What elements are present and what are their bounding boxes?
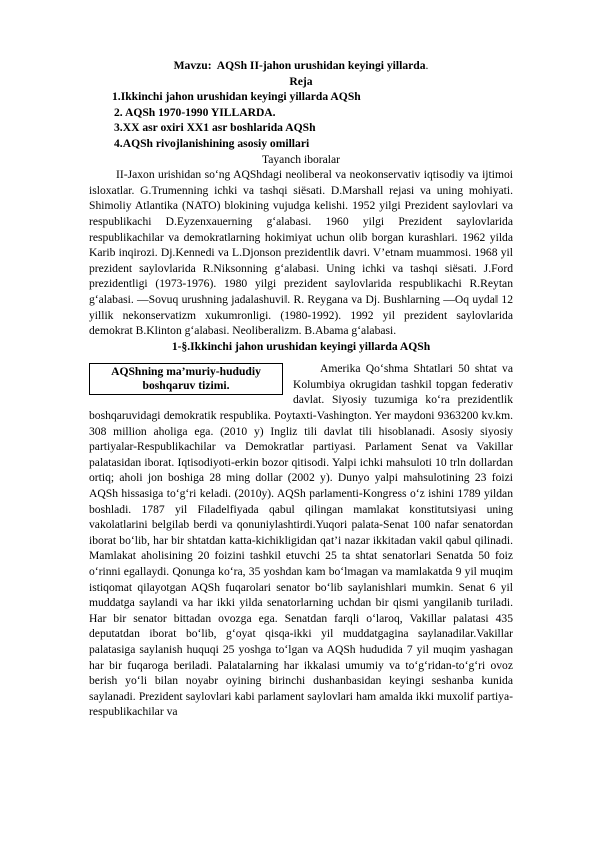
- keywords-paragraph: II-Jaxon urishidan so‘ng AQShdagi neoliberal va neokonservativ iqtisodiy va ijtimoi isloxatlar. G.Trumenning ichki va tashqi siёsati. D.Marshall rejasi va uning mohiyati. Shimoliy Atlantika (NATO) blokining vujudga kelishi. 1952 yilgi Prezident saylovlari va respublikachi D.Eyzenxauerning g‘alabasi. 1960 yilgi Prezident saylovlarida respublikachilar va demokratlarning hokimiyat uchun olib borgan kurashlari. 1962 yilda Karib inqirozi. Dj.Kennedi va L.Djonson prezidentlik davri. V’etnam muammosi. 1968 yil prezident saylovlarida R.Niksonning g‘alabasi. Uning ichki va tashqi siёsati. J.Ford prezidentligi (1973-1976). 1980 yilgi prezident saylovlarida respublikachi R.Reytan g‘alabasi. ―Sovuq urushning jadalashuvi‖. R. Reygana va Dj. Bushlarning ―Oq uyda‖ 12 yillik nekonservatizm xukumronligi. (1980-1992). 1992 yil prezident saylovlarida demokrat B.Klinton g‘alabasi. Neoliberalizm. B.Abama g‘alabasi.: [89, 168, 513, 338]
- plan-item: 2. AQSh 1970-1990 YILLARDA.: [114, 105, 276, 119]
- section-heading: 1-§.Ikkinchi jahon urushidan keyingi yillarda AQSh: [171, 339, 431, 353]
- plan-heading: Reja: [289, 74, 313, 88]
- topic-title-text: AQSh II-jahon urushidan keyingi yillarda: [216, 59, 426, 72]
- topic-suffix: .: [425, 59, 429, 72]
- section-body: [89, 361, 513, 720]
- plan-item: 3.XX asr oxiri XX1 asr boshlarida AQSh: [114, 121, 316, 135]
- spacer: [89, 354, 513, 361]
- plan-item: 1.Ikkinchi jahon urushidan keyingi yillarda AQSh: [112, 90, 361, 104]
- topic-title: [89, 58, 513, 74]
- topic-prefix: Mavzu:: [173, 59, 212, 72]
- section-paragraph: Amerika Qo‘shma Shtatlari 50 shtat va Kolumbiya okrugidan tashkil topgan federativ davlat. Siyosiy tuzumiga ko‘ra prezidentlik boshqaruvidagi demokratik respublika. Poytaxti-Vashington. Yer maydoni 9363200 kv.km. 308 million aholiga ega. (2010 y) Ingliz tili davlat tili hisoblanadi. Asosiy siyosiy partiyalar-Respublikachilar va Demokratlar partiyasi. Parlament Senat va Vakillar palatasidan iborat. Iqtisodiyoti-erkin bozor qitisodi. Yalpi ichki mahsuloti 10 trln dollardan ortiq; aholi jon boshiga 28 ming dollar (2002 y). Dunyo yalpi mahsulotining 23 foizi AQSh hissasiga to‘g‘ri keladi. (2010y). AQSh parlamenti-Kongress o‘z ishini 1789 yildan boshladi. 1787 yil Filadelfiyada qabul qilingan mamlakat konstitutsiyasi uning vakolatlarini belgilab berdi va qonuniylashtirdi.Yuqori palata-Senat 100 nafar senatordan iborat bo‘lib, har bir shtatdan katta-kichikligidan qat’i nazar ikkitadan vakil qabul qilinadi. Mamlakat aholisining 20 foizini tashkil etuvchi 25 ta shtat senatorlari Senatda 50 foiz o‘rinni egallaydi. Qonunga ko‘ra, 35 yoshdan kam bo‘lmagan va mamlakatda 9 yil muqim istiqomat qilayotgan AQSh fuqarolari senator bo‘lib saylanishlari mumkin. Senat 6 yil muddatga saylandi va har ikki yilda senatorlarning uchdan bir qismi yangilanib turiladi. Har bir senator bittadan ovozga ega. Senatdan farqli o‘laroq, Vakillar palatasi 435 deputatdan iborat bo‘lib, g‘oyat qisqa-ikki yil muddatgagina saylanadilar.Vakillar palatasiga saylanish huquqi 25 yoshga to‘lgan va AQSh hududida 7 yil muqim yashagan har bir fuqaroga beriladi. Palatalarning har ikkalasi umumiy va to‘g‘ridan-to‘g‘ri ovoz berish yo‘li bilan noyabr oyining birinchi dushanbasidan keyingi seshanba kunida saylanadi. Prezident saylovlari kabi parlament saylovlari ham amalda ikki muxolif partiya-respublikachilar va: [89, 362, 513, 719]
- document-content: [89, 58, 513, 720]
- plan-list: [89, 89, 513, 151]
- admin-system-box: AQShning ma’muriy-hududiy boshqaruv tizimi.: [89, 363, 283, 395]
- keywords-heading: Tayanch iboralar: [261, 152, 341, 166]
- plan-item: 4.AQSh rivojlanishining asosiy omillari: [114, 136, 310, 150]
